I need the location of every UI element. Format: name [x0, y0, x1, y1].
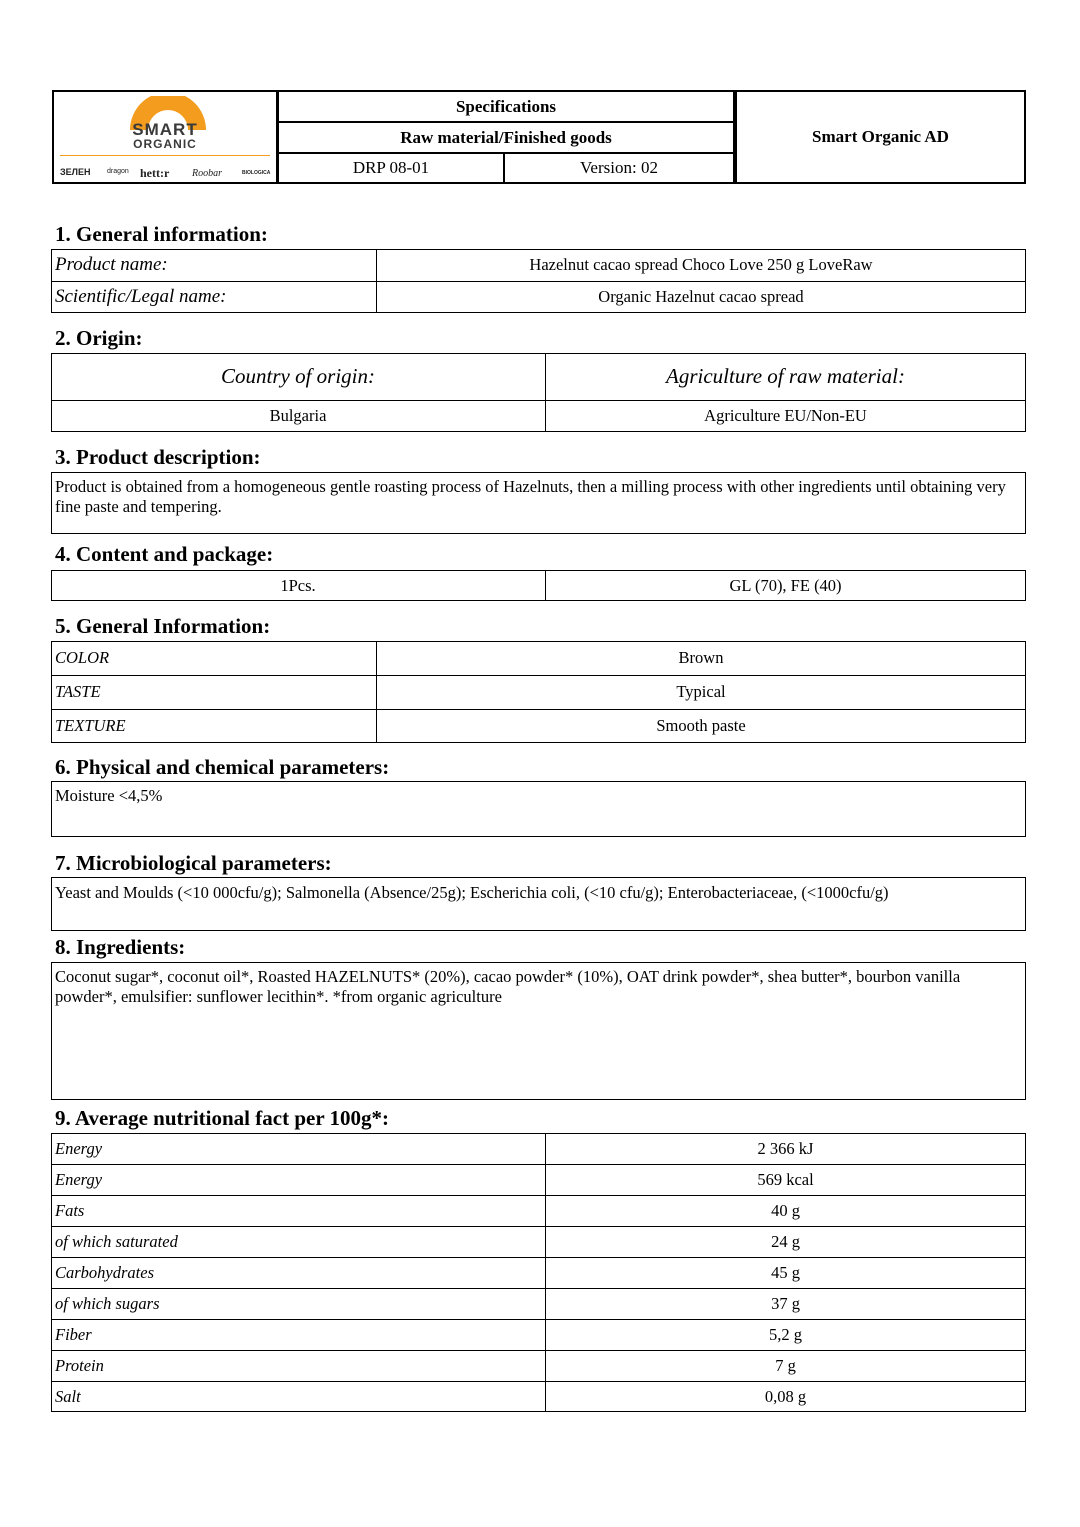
partner-brand-3: hett:r	[140, 166, 170, 180]
legal-name-label: Scientific/Legal name:	[55, 286, 227, 307]
product-name-label: Product name:	[55, 254, 168, 275]
section-2-title: 2. Origin:	[55, 326, 143, 350]
physical-text: Moisture <4,5%	[55, 786, 163, 805]
legal-name-value: Organic Hazelnut cacao spread	[598, 287, 804, 306]
texture-value: Smooth paste	[656, 716, 746, 735]
texture-label: TEXTURE	[55, 716, 126, 735]
section-3-title: 3. Product description:	[55, 445, 261, 469]
partner-brand-1: ЗЕЛЕН	[60, 167, 91, 177]
micro-text: Yeast and Moulds (<10 000cfu/g); Salmonella (Absence/25g); Escherichia coli, (<10 cfu/g); Enterobacteriaceae, (<1000cfu/g)	[55, 883, 889, 902]
section-4-title: 4. Content and package:	[55, 542, 274, 566]
color-value: Brown	[678, 648, 724, 667]
section-5-title: 5. General Information:	[55, 614, 271, 638]
nutrition-label: Energy	[55, 1169, 103, 1189]
description-text: Product is obtained from a homogeneous gentle roasting process of Hazelnuts, then a milling process with other ingredients until obtaining very fine paste and tempering.	[55, 477, 1006, 516]
nutrition-label: of which sugars	[55, 1293, 160, 1313]
nutrition-value: 45 g	[771, 1262, 800, 1282]
logo-divider	[60, 155, 270, 156]
brand-organic: ORGANIC	[133, 137, 197, 151]
partner-brand-4: Roobar	[192, 168, 222, 179]
raw-material-title: Raw material/Finished goods	[400, 127, 612, 147]
taste-label: TASTE	[55, 682, 101, 701]
content-pieces: 1Pcs.	[280, 575, 316, 595]
header-logo-box	[52, 90, 278, 184]
brand-smart: SMART	[132, 120, 198, 139]
nutrition-label: Carbohydrates	[55, 1262, 154, 1282]
ingredients-text: Coconut sugar*, coconut oil*, Roasted HAZELNUTS* (20%), cacao powder* (10%), OAT drink powder*, shea butter*, bourbon vanilla powder*, emulsifier: sunflower lecithin*. *from organic agriculture	[55, 967, 961, 1006]
section-8-title: 8. Ingredients:	[55, 935, 186, 959]
taste-value: Typical	[676, 682, 726, 701]
agriculture-label: Agriculture of raw material:	[666, 364, 905, 388]
section-9-title: 9. Average nutritional fact per 100g*:	[55, 1106, 390, 1130]
nutrition-value: 0,08 g	[764, 1386, 807, 1406]
nutrition-value: 2 366 kJ	[757, 1138, 814, 1158]
section-6-title: 6. Physical and chemical parameters:	[55, 755, 390, 779]
nutrition-value: 5,2 g	[769, 1324, 802, 1344]
partner-brand-2: dragon	[107, 168, 129, 175]
section-7-title: 7. Microbiological parameters:	[55, 851, 332, 875]
agriculture-value: Agriculture EU/Non-EU	[704, 406, 867, 425]
product-name-value: Hazelnut cacao spread Choco Love 250 g LoveRaw	[529, 255, 873, 274]
package-material: GL (70), FE (40)	[729, 575, 842, 595]
nutrition-label: Salt	[55, 1386, 81, 1406]
color-label: COLOR	[55, 648, 110, 667]
country-of-origin-label: Country of origin:	[220, 364, 375, 388]
nutrition-label: of which saturated	[55, 1231, 178, 1251]
specifications-title: Specifications	[455, 96, 557, 116]
partner-brand-5: BIOLOGICA	[242, 170, 271, 176]
nutrition-value: 37 g	[771, 1293, 800, 1313]
company-name: Smart Organic AD	[812, 127, 949, 146]
nutrition-value: 24 g	[771, 1231, 800, 1251]
section-1-title: 1. General information:	[55, 222, 268, 246]
doc-code: DRP 08-01	[352, 157, 430, 177]
country-of-origin-value: Bulgaria	[269, 406, 327, 425]
nutrition-label: Protein	[55, 1355, 104, 1375]
nutrition-value: 7 g	[775, 1355, 796, 1375]
nutrition-label: Fiber	[55, 1324, 92, 1344]
nutrition-value: 569 kcal	[757, 1169, 814, 1189]
nutrition-label: Fats	[55, 1200, 85, 1220]
doc-version: Version: 02	[580, 157, 658, 177]
nutrition-value: 40 g	[771, 1200, 800, 1220]
nutrition-label: Energy	[55, 1138, 103, 1158]
